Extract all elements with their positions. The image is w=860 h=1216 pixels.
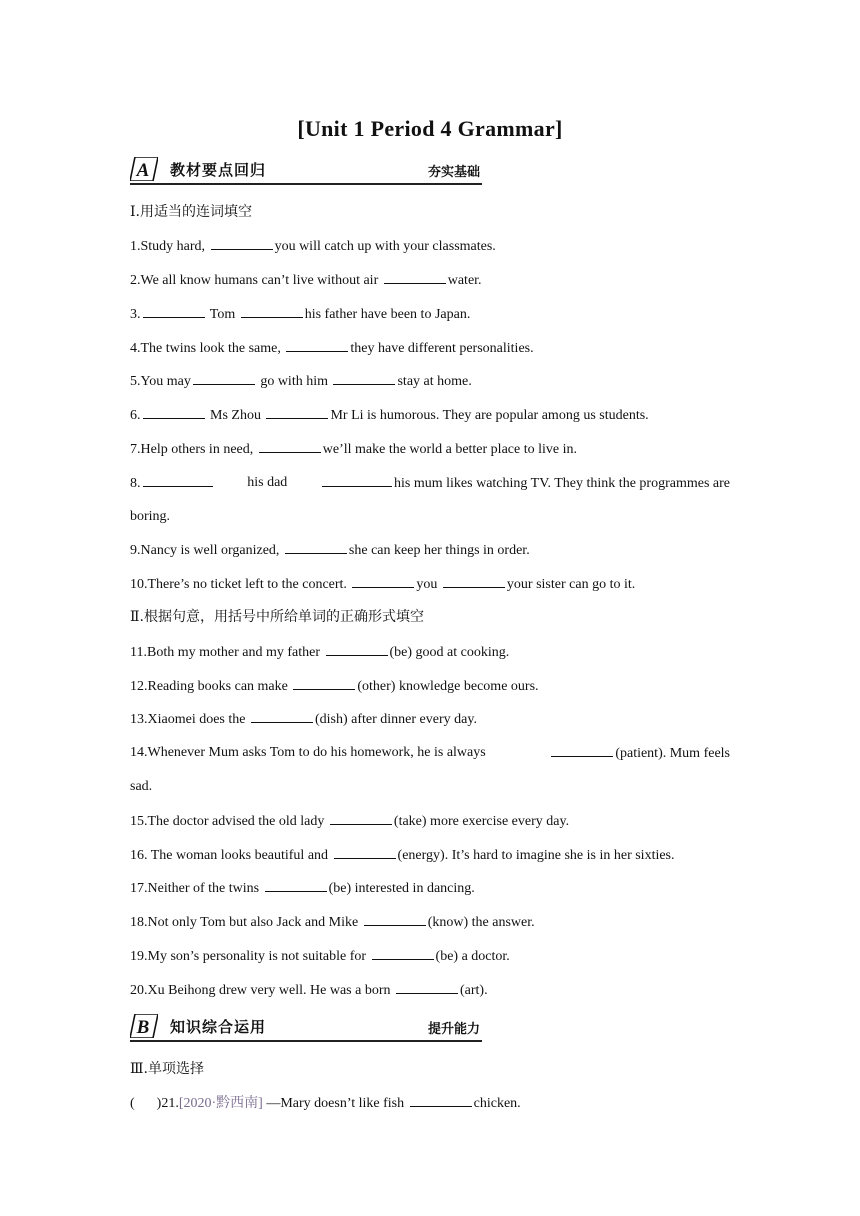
answer-blank[interactable]	[241, 305, 303, 318]
answer-blank[interactable]	[143, 406, 205, 419]
section-1-heading: Ⅰ.用适当的连词填空	[130, 204, 252, 220]
section-2-heading: Ⅱ.根据句意，用括号中所给单词的正确形式填空	[130, 609, 424, 625]
answer-blank[interactable]	[396, 981, 458, 994]
banner-a-title: 教材要点回归	[170, 161, 267, 179]
svg-text:A: A	[136, 160, 150, 181]
question-9: 9.Nancy is well organized, she can keep her things in order.	[130, 543, 530, 558]
question-14-continued: sad.	[130, 779, 153, 794]
section-banner-a	[130, 155, 482, 185]
question-16: 16. The woman looks beautiful and (energy). It’s hard to imagine she is in her sixties.	[130, 848, 675, 863]
answer-paren-open: (	[130, 1096, 135, 1111]
question-source: [2020·黔西南]	[178, 1096, 263, 1111]
section-3-heading: Ⅲ.单项选择	[130, 1061, 204, 1077]
question-5: 5.You may go with him stay at home.	[130, 374, 472, 389]
question-18: 18.Not only Tom but also Jack and Mike (know) the answer.	[130, 915, 535, 930]
answer-blank[interactable]	[143, 474, 213, 487]
answer-blank[interactable]	[384, 271, 446, 284]
banner-b-subtitle: 提升能力	[427, 1022, 480, 1037]
banner-a-subtitle: 夯实基础	[427, 165, 480, 180]
question-19: 19.My son’s personality is not suitable for (be) a doctor.	[130, 949, 510, 964]
answer-blank[interactable]	[285, 541, 347, 554]
question-13: 13.Xiaomei does the (dish) after dinner every day.	[130, 712, 477, 727]
question-2: 2.We all know humans can’t live without air water.	[130, 273, 482, 288]
question-6: 6. Ms Zhou Mr Li is humorous. They are popular among us students.	[130, 408, 649, 423]
answer-blank[interactable]	[266, 406, 328, 419]
answer-blank[interactable]	[293, 677, 355, 690]
answer-blank[interactable]	[551, 744, 613, 757]
question-10: 10.There’s no ticket left to the concert. you your sister can go to it.	[130, 577, 636, 592]
answer-blank[interactable]	[330, 812, 392, 825]
answer-blank[interactable]	[259, 440, 321, 453]
question-8-continued: boring.	[130, 509, 171, 524]
answer-blank[interactable]	[443, 575, 505, 588]
question-11: 11.Both my mother and my father (be) good at cooking.	[130, 645, 510, 660]
answer-blank[interactable]	[193, 372, 255, 385]
question-1: 1.Study hard, you will catch up with your classmates.	[130, 239, 496, 254]
answer-blank[interactable]	[334, 846, 396, 859]
letter-a-badge-icon	[130, 157, 158, 181]
answer-blank[interactable]	[251, 710, 313, 723]
letter-b-badge-icon	[130, 1014, 158, 1038]
banner-b-title: 知识综合运用	[170, 1018, 267, 1036]
question-14: 14.Whenever Mum asks Tom to do his homework, he is always (patient). Mum feels	[130, 745, 730, 761]
answer-blank[interactable]	[322, 474, 392, 487]
svg-text:B: B	[136, 1017, 150, 1038]
question-21: ( )21.[2020·黔西南] —Mary doesn’t like fish chicken.	[130, 1096, 521, 1111]
answer-blank[interactable]	[333, 372, 395, 385]
page-title: [Unit 1 Period 4 Grammar]	[297, 116, 563, 141]
answer-blank[interactable]	[352, 575, 414, 588]
banner-a-rule	[130, 183, 482, 185]
question-12: 12.Reading books can make (other) knowledge become ours.	[130, 679, 539, 694]
question-20: 20.Xu Beihong drew very well. He was a born (art).	[130, 983, 488, 998]
answer-blank[interactable]	[143, 305, 205, 318]
question-7: 7.Help others in need, we’ll make the world a better place to live in.	[130, 442, 577, 457]
question-8: 8. his dad his mum likes watching TV. They think the programmes are	[130, 475, 730, 491]
question-4: 4.The twins look the same, they have different personalities.	[130, 341, 534, 356]
answer-blank[interactable]	[211, 237, 273, 250]
answer-blank[interactable]	[326, 643, 388, 656]
answer-blank[interactable]	[265, 879, 327, 892]
answer-blank[interactable]	[372, 947, 434, 960]
question-3: 3. Tom his father have been to Japan.	[130, 307, 471, 322]
question-17: 17.Neither of the twins (be) interested in dancing.	[130, 881, 475, 896]
banner-b-rule	[130, 1040, 482, 1042]
answer-blank[interactable]	[364, 913, 426, 926]
question-15: 15.The doctor advised the old lady (take) more exercise every day.	[130, 814, 570, 829]
answer-blank[interactable]	[286, 339, 348, 352]
answer-blank[interactable]	[410, 1094, 472, 1107]
section-banner-b	[130, 1012, 482, 1042]
